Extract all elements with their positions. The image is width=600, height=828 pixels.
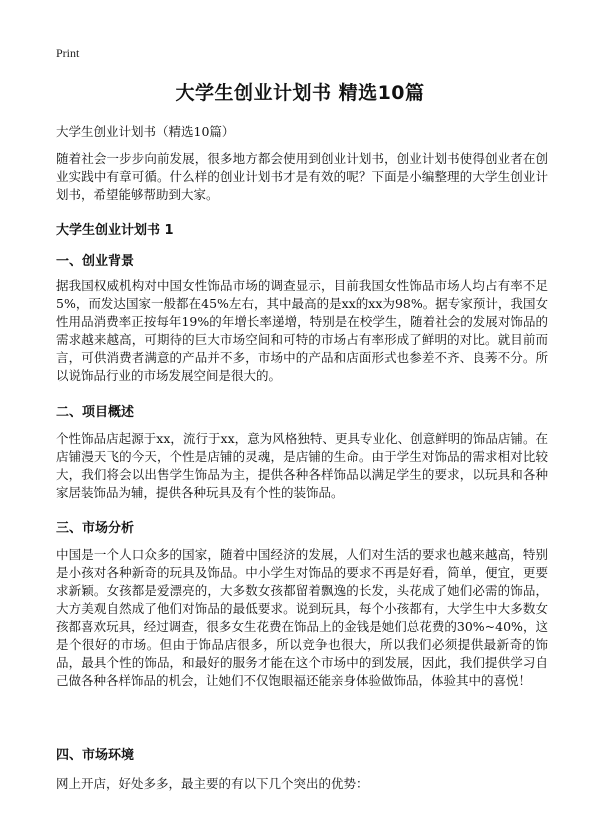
print-link[interactable]: Print: [56, 46, 80, 60]
section-text-market-analysis: 中国是一个人口众多的国家，随着中国经济的发展，人们对生活的要求也越来越高，特别是小孩对各种新奇的玩具及饰品。中小学生对饰品的要求不再是好看，简单，便宜，更要求新颖。女孩都是爱漂亮的，大多数女孩都留着飘逸的长发，头花成了她们必需的饰品，大方美观自然成了他们对饰品的最低要求。说到玩具，每个小孩都有，大学生中大多数女孩都喜欢玩具，经过调查，很多女生花费在饰品上的金钱是她们总花费的30%~40%，这是个很好的市场。但由于饰品店很多，所以竞争也很大，所以我们必须提供最新奇的饰品，最具个性的饰品，和最好的服务才能在这个市场中的到发展，因此，我们提供学习自己做各种各样饰品的机会，让她们不仅饱眼福还能亲身体验做饰品，体验其中的喜悦！: [56, 547, 548, 688]
section-heading-background: 一、创业背景: [56, 254, 135, 269]
document-subtitle: 大学生创业计划书（精选10篇）: [56, 124, 235, 139]
section-heading-overview: 二、项目概述: [56, 405, 135, 420]
plan-heading: 大学生创业计划书 1: [56, 223, 174, 238]
section-text-background: 据我国权威机构对中国女性饰品市场的调查显示，目前我国女性饰品市场人均占有率不足5%，而发达国家一般都在45%左右，其中最高的是xx的xx为98%。据专家预计，我国女性用品消费率正按每年19%的年增长率递增，特别是在校学生，随着社会的发展对饰品的需求越来越高，可期待的巨大市场空间和可特的市场占有率形成了鲜明的对比。就目前而言，可供消费者满意的产品并不多，市场中的产品和店面形式也参差不齐、良莠不分。所以说饰品行业的市场发展空间是很大的。: [56, 278, 548, 383]
section-heading-market-environment: 四、市场环境: [56, 748, 135, 763]
intro-paragraph: 随着社会一步步向前发展，很多地方都会使用到创业计划书，创业计划书使得创业者在创业实践中有章可循。什么样的创业计划书才是有效的呢？下面是小编整理的大学生创业计划书，希望能够帮助到大家。: [56, 151, 548, 202]
section-text-overview: 个性饰品店起源于xx，流行于xx，意为风格独特、更具专业化、创意鲜明的饰品店铺。在店铺漫天飞的今天，个性是店铺的灵魂，是店铺的生命。由于学生对饰品的需求相对比较大，我们将会以出售学生饰品为主，提供各种各样饰品以满足学生的要求，以玩具和各种家居装饰品为辅，提供各种玩具及有个性的装饰品。: [56, 431, 548, 500]
page-title: 大学生创业计划书 精选10篇: [175, 82, 425, 104]
section-heading-market-analysis: 三、市场分析: [56, 521, 135, 536]
section-text-market-environment: 网上开店，好处多多，最主要的有以下几个突出的优势：: [56, 776, 369, 791]
